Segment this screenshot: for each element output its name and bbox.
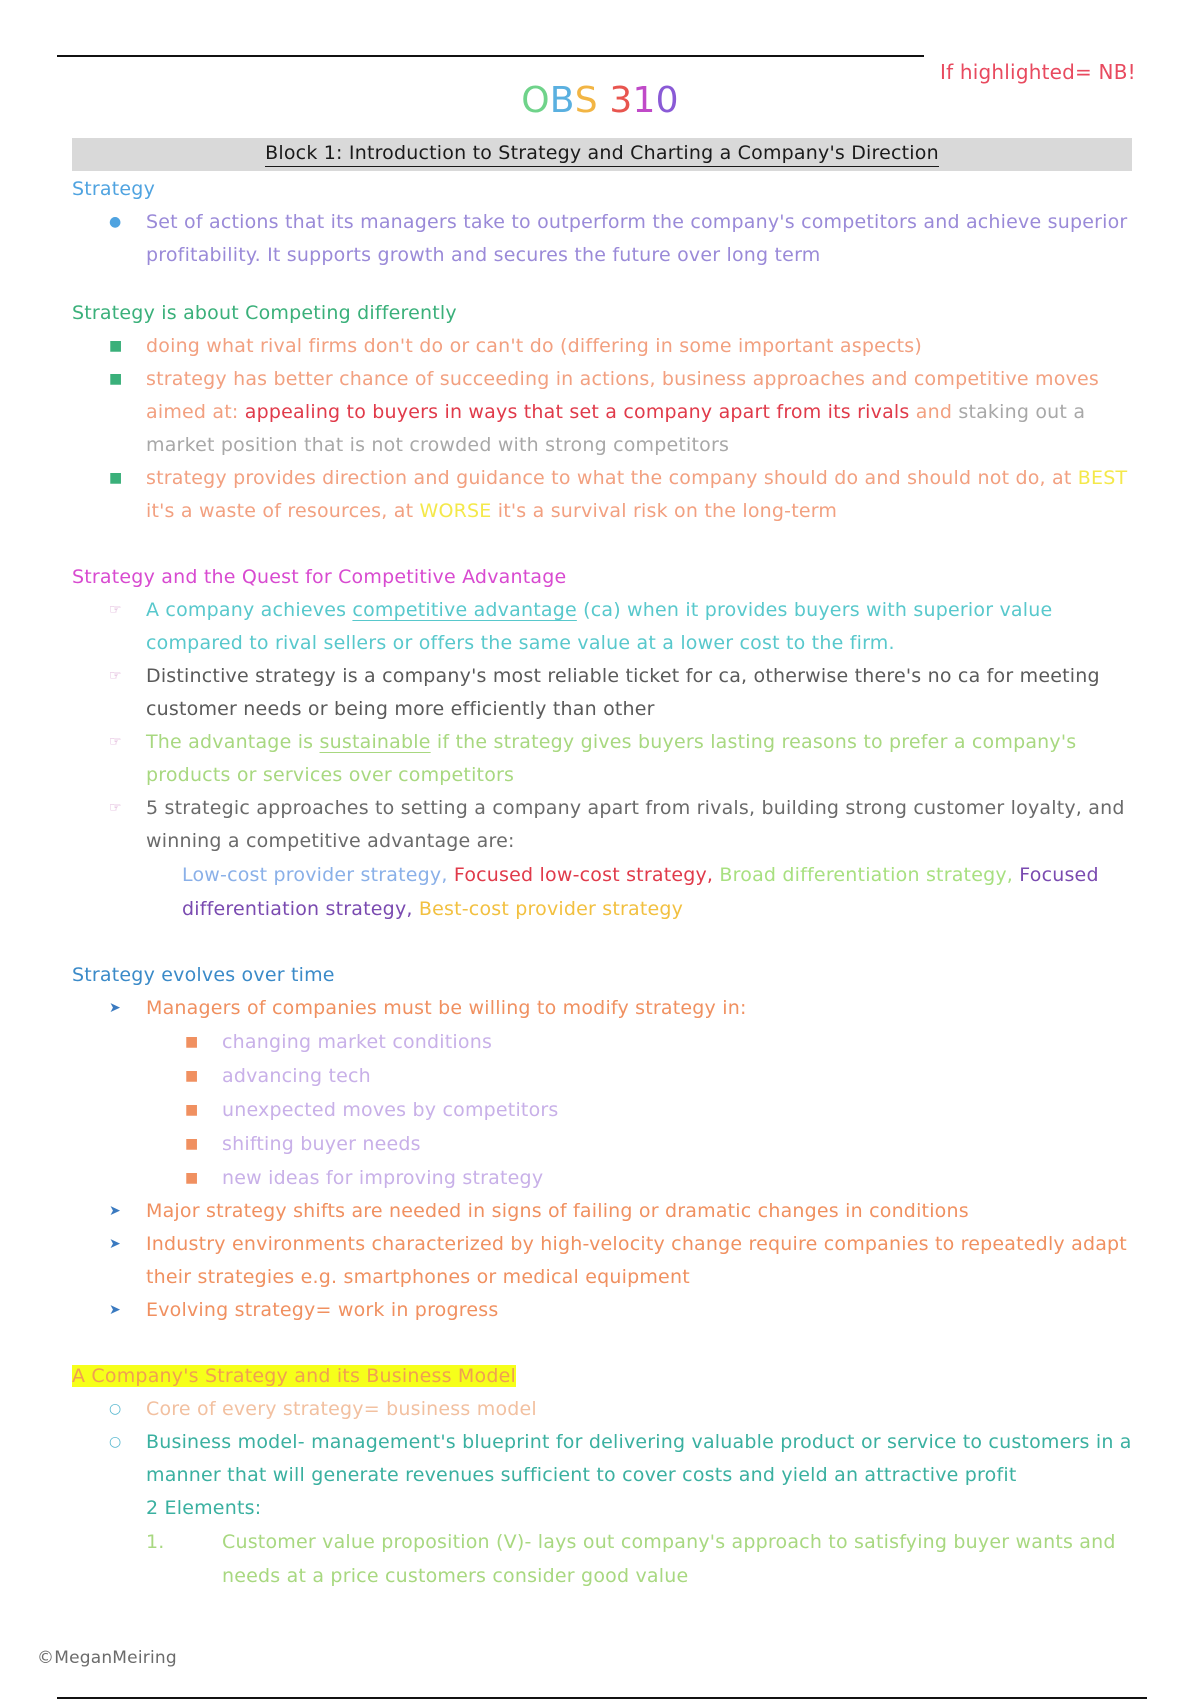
sub-list-item: ■ unexpected moves by competitors (72, 1093, 1132, 1127)
numbered-item: 1. Customer value proposition (V)- lays out company's approach to satisfying buyer wants and needs at a price customers consider good value (146, 1531, 1116, 1587)
arrow-bullet-icon: ➤ (109, 1203, 121, 1219)
pointing-hand-icon: ☞ (109, 800, 122, 816)
sub-list-item: ■ new ideas for improving strategy (72, 1161, 1132, 1195)
list-item: ☞ 5 strategic approaches to setting a company apart from rivals, building strong customer loyalty, and winning a competitive advantage are: (72, 792, 1132, 858)
bullet-square-icon: ■ (185, 1068, 199, 1084)
section-heading-competitive-advantage: Strategy and the Quest for Competitive Advantage (72, 566, 567, 588)
title-letter: O (521, 80, 550, 121)
highlight-note: If highlighted= NB! (940, 60, 1136, 84)
sub-list-item: ■ shifting buyer needs (72, 1127, 1132, 1161)
list-item: ■ strategy provides direction and guidance to what the company should do and should not do, at BEST it's a waste of resources, at WORSE it's a survival risk on the long-term (72, 462, 1132, 528)
section-heading-business-model: A Company's Strategy and its Business Model (72, 1365, 516, 1387)
strategic-approaches: Low-cost provider strategy, Focused low-cost strategy, Broad differentiation strategy, Focused differentiation strategy, Best-cost provider strategy (182, 864, 1099, 920)
list-item: ➤ Industry environments characterized by high-velocity change require companies to repeatedly adapt their strategies e.g. smartphones or medical equipment (72, 1228, 1132, 1294)
title-letter (598, 80, 610, 121)
section-heading-strategy: Strategy (72, 178, 156, 200)
pointing-hand-icon: ☞ (109, 602, 122, 618)
title-letter: 0 (655, 80, 679, 121)
document-title (0, 80, 1200, 121)
sub-list-item: ■ changing market conditions (72, 1025, 1132, 1059)
bullet-square-icon: ■ (109, 470, 123, 486)
title-letter: 1 (632, 80, 656, 121)
bullet-square-icon: ■ (109, 371, 123, 387)
list-item: ➤ Evolving strategy= work in progress (72, 1294, 1132, 1327)
top-rule (57, 55, 924, 57)
pointing-hand-icon: ☞ (109, 668, 122, 684)
sub-list-item: ■ advancing tech (72, 1059, 1132, 1093)
bullet-square-icon: ■ (185, 1136, 199, 1152)
arrow-bullet-icon: ➤ (109, 1000, 121, 1016)
arrow-bullet-icon: ➤ (109, 1302, 121, 1318)
list-item: ☞ The advantage is sustainable if the strategy gives buyers lasting reasons to prefer a company's products or services over competitors (72, 726, 1132, 792)
notes-body (72, 172, 1132, 1593)
bullet-dot-icon: ● (109, 214, 122, 230)
arrow-bullet-icon: ➤ (109, 1236, 121, 1252)
section-heading-competing: Strategy is about Competing differently (72, 302, 457, 324)
list-item: ■ strategy has better chance of succeeding in actions, business approaches and competitive moves aimed at: appealing to buyers in ways that set a company apart from its rivals and staking out a market position that is not crowded with strong competitors (72, 363, 1132, 462)
section-heading-evolves: Strategy evolves over time (72, 964, 335, 986)
list-item: ☞ A company achieves competitive advantage (ca) when it provides buyers with superior value compared to rival sellers or offers the same value at a lower cost to the firm. (72, 594, 1132, 660)
list-item: ■ doing what rival firms don't do or can't do (differing in some important aspects) (72, 330, 1132, 363)
list-item: ○ Core of every strategy= business model (72, 1393, 1132, 1426)
bullet-square-icon: ■ (109, 338, 123, 354)
bottom-rule (57, 1697, 1147, 1699)
sub-list (72, 1025, 1132, 1195)
ring-bullet-icon: ○ (109, 1401, 122, 1417)
copyright: ©MeganMeiring (37, 1648, 177, 1668)
block-title: Block 1: Introduction to Strategy and Charting a Company's Direction (265, 141, 939, 167)
title-letter: S (574, 80, 598, 121)
list-item: ● Set of actions that its managers take to outperform the company's competitors and achieve superior profitability. It supports growth and secures the future over long term (72, 206, 1132, 272)
ring-bullet-icon: ○ (109, 1434, 122, 1450)
title-letter: B (549, 80, 575, 121)
list-item: ○ Business model- management's blueprint for delivering valuable product or service to customers in a manner that will generate revenues sufficient to cover costs and yield an attractive profit (72, 1426, 1132, 1492)
pointing-hand-icon: ☞ (109, 734, 122, 750)
title-letter: 3 (609, 80, 633, 121)
bullet-square-icon: ■ (185, 1034, 199, 1050)
list-item: ➤ Managers of companies must be willing to modify strategy in: (72, 992, 1132, 1025)
bullet-square-icon: ■ (185, 1102, 199, 1118)
block-banner (72, 138, 1132, 171)
bullet-square-icon: ■ (185, 1170, 199, 1186)
list-item: ☞ Distinctive strategy is a company's most reliable ticket for ca, otherwise there's no ca for meeting customer needs or being more efficiently than other (72, 660, 1132, 726)
list-item: ➤ Major strategy shifts are needed in signs of failing or dramatic changes in conditions (72, 1195, 1132, 1228)
elements-label: 2 Elements: (146, 1497, 262, 1519)
